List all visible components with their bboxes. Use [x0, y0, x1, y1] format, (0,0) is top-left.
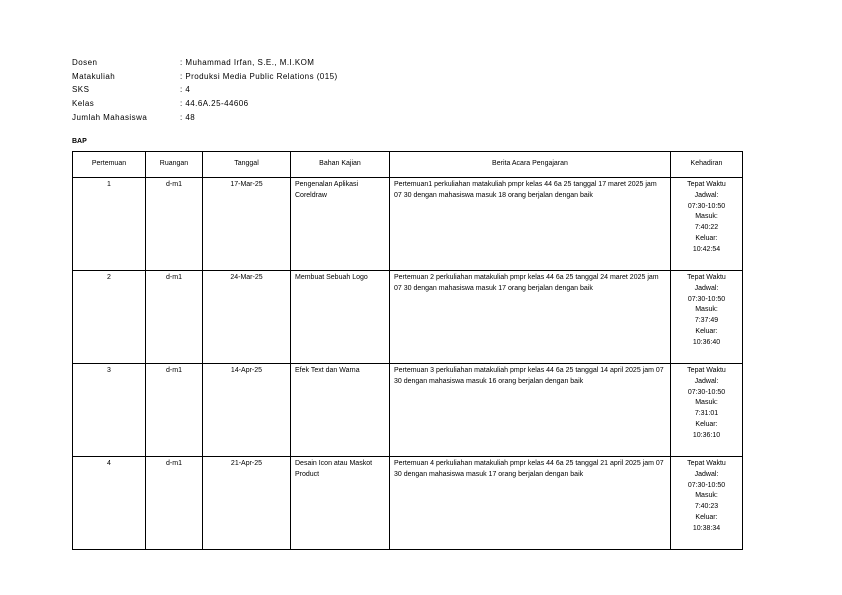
cell-pertemuan: 1 — [73, 178, 146, 271]
table-row — [73, 364, 743, 457]
cell-bahan-kajian: Desain Icon atau Maskot Product — [291, 457, 390, 550]
attendance-jadwal: 07:30-10:50 — [687, 202, 726, 210]
attendance-keluar-label: Keluar: — [695, 327, 718, 335]
attendance-jadwal-label: Jadwal: — [694, 470, 719, 478]
attendance-status: Tepat Waktu — [687, 181, 726, 188]
cell-ruangan: d-m1 — [146, 457, 203, 550]
bap-table — [72, 151, 743, 550]
info-label: Kelas — [72, 99, 95, 109]
info-value: : Muhammad Irfan, S.E., M.I.KOM — [180, 58, 315, 67]
info-label: SKS — [72, 85, 90, 95]
table-row — [73, 457, 743, 550]
cell-berita-acara: Pertemuan 4 perkuliahan matakuliah pmpr kelas 44 6a 25 tanggal 21 april 2025 jam 07 30 dengan mahasiswa masuk 17 orang berjalan dengan baik — [390, 457, 671, 550]
header-bahan-kajian: Bahan Kajian — [291, 152, 390, 178]
cell-kehadiran — [671, 178, 743, 271]
cell-ruangan: d-m1 — [146, 271, 203, 364]
header-kehadiran: Kehadiran — [671, 152, 743, 178]
attendance-masuk-label: Masuk: — [695, 399, 718, 407]
table-row — [73, 271, 743, 364]
cell-ruangan: d-m1 — [146, 364, 203, 457]
attendance-keluar: 10:38:34 — [692, 524, 721, 532]
cell-ruangan: d-m1 — [146, 178, 203, 271]
cell-pertemuan: 3 — [73, 364, 146, 457]
header-pertemuan: Pertemuan — [73, 152, 146, 178]
cell-tanggal: 24-Mar-25 — [203, 271, 291, 364]
info-row-sks — [72, 83, 338, 97]
info-label: Matakuliah — [72, 71, 116, 81]
attendance-masuk: 7:31:01 — [694, 410, 719, 418]
info-value: : 4 — [180, 85, 191, 95]
section-label-bap: BAP — [72, 138, 87, 145]
cell-kehadiran — [671, 457, 743, 550]
attendance-jadwal: 07:30-10:50 — [687, 481, 726, 489]
table-header-row — [73, 152, 743, 178]
cell-bahan-kajian: Efek Text dan Warna — [291, 364, 390, 457]
cell-berita-acara: Pertemuan1 perkuliahan matakuliah pmpr kelas 44 6a 25 tanggal 17 maret 2025 jam 07 30 dengan mahasiswa masuk 18 orang berjalan dengan baik — [390, 178, 671, 271]
attendance-jadwal-label: Jadwal: — [694, 284, 719, 292]
info-value: : 44.6A.25-44606 — [180, 99, 249, 109]
header-berita-acara: Berita Acara Pengajaran — [390, 152, 671, 178]
header-ruangan: Ruangan — [146, 152, 203, 178]
attendance-keluar: 10:36:10 — [692, 431, 721, 439]
attendance-keluar-label: Keluar: — [695, 234, 718, 242]
cell-kehadiran — [671, 271, 743, 364]
attendance-jadwal-label: Jadwal: — [694, 377, 719, 385]
attendance-masuk: 7:37:49 — [694, 317, 719, 325]
table-row — [73, 178, 743, 271]
attendance-jadwal: 07:30-10:50 — [687, 388, 726, 396]
attendance-status: Tepat Waktu — [687, 460, 726, 467]
attendance-jadwal: 07:30-10:50 — [687, 295, 726, 303]
cell-bahan-kajian: Membuat Sebuah Logo — [291, 271, 390, 364]
cell-tanggal: 14-Apr-25 — [203, 364, 291, 457]
cell-tanggal: 17-Mar-25 — [203, 178, 291, 271]
info-row-jumlah-mahasiswa — [72, 111, 338, 125]
cell-kehadiran — [671, 364, 743, 457]
attendance-masuk: 7:40:22 — [694, 224, 719, 232]
cell-tanggal: 21-Apr-25 — [203, 457, 291, 550]
attendance-masuk-label: Masuk: — [695, 492, 718, 500]
info-label: Jumlah Mahasiswa — [72, 112, 148, 122]
info-row-dosen — [72, 56, 338, 70]
attendance-jadwal-label: Jadwal: — [694, 191, 719, 199]
course-info — [72, 56, 338, 125]
cell-bahan-kajian: Pengenalan Aplikasi Coreldraw — [291, 178, 390, 271]
info-value: : 48 — [180, 112, 196, 122]
cell-pertemuan: 4 — [73, 457, 146, 550]
attendance-masuk-label: Masuk: — [695, 306, 718, 314]
info-label: Dosen — [72, 58, 98, 67]
header-tanggal: Tanggal — [203, 152, 291, 178]
info-value: : Produksi Media Public Relations (015) — [180, 71, 338, 81]
attendance-keluar: 10:36:40 — [692, 338, 721, 346]
attendance-keluar: 10:42:54 — [692, 245, 721, 253]
info-row-matakuliah — [72, 70, 338, 84]
attendance-keluar-label: Keluar: — [695, 420, 718, 428]
cell-berita-acara: Pertemuan 3 perkuliahan matakuliah pmpr kelas 44 6a 25 tanggal 14 april 2025 jam 07 30 dengan mahasiswa masuk 16 orang berjalan dengan baik — [390, 364, 671, 457]
attendance-keluar-label: Keluar: — [695, 513, 718, 521]
cell-pertemuan: 2 — [73, 271, 146, 364]
cell-berita-acara: Pertemuan 2 perkuliahan matakuliah pmpr kelas 44 6a 25 tanggal 24 maret 2025 jam 07 30 dengan mahasiswa masuk 17 orang berjalan dengan baik — [390, 271, 671, 364]
attendance-masuk-label: Masuk: — [695, 213, 718, 221]
info-row-kelas — [72, 97, 338, 111]
attendance-status: Tepat Waktu — [687, 274, 726, 281]
attendance-status: Tepat Waktu — [687, 367, 726, 374]
attendance-masuk: 7:40:23 — [694, 503, 719, 511]
